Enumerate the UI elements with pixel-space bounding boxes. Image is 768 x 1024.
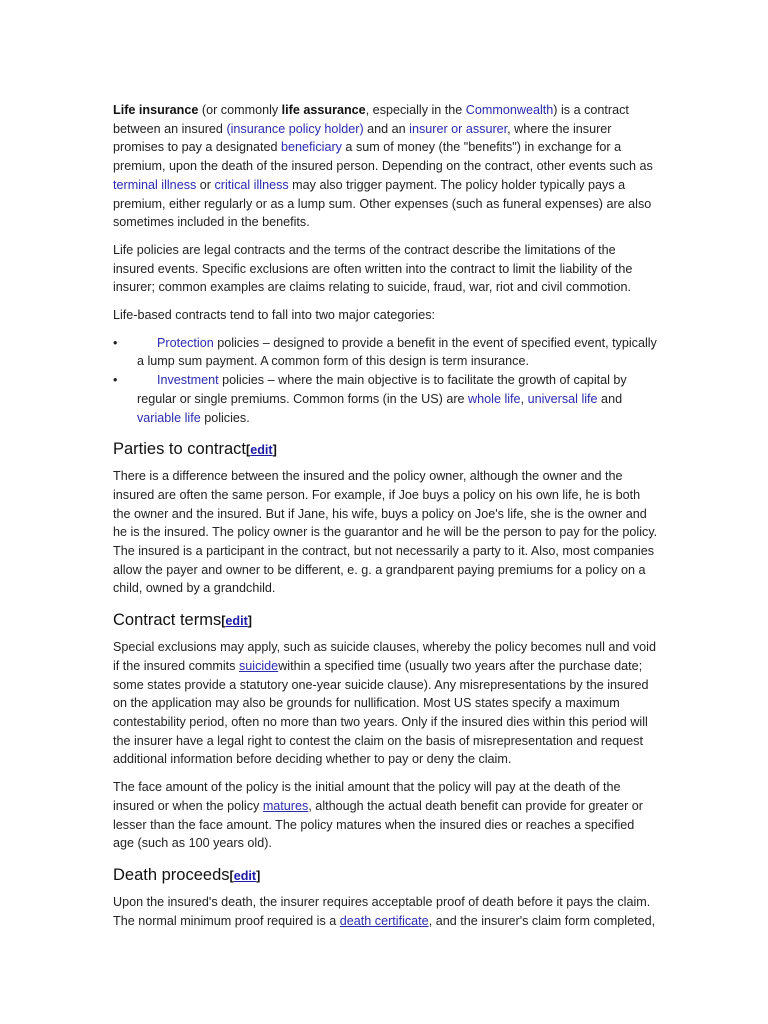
parties-paragraph: There is a difference between the insured and the policy owner, although the owner and the insured are often the same person. For example, if Joe buys a policy on his own life, he is both the owner and the insured. But if Jane, his wife, buys a policy on Joe's life, she is the owner and he is the insured. The policy owner is the guarantor and he will be the person to pay for the policy. The insured is a participant in the contract, but not necessarily a party to it. Also, most companies allow the payer and owner to be different, e. g. a grandparent paying premiums for a policy on a child, owned by a grandchild. bbox=[113, 469, 658, 596]
edit-link-terms[interactable]: edit bbox=[225, 614, 248, 629]
edit-bracket bbox=[221, 614, 252, 628]
text-span: Special exclusions may apply, such as suicide clauses, whereby the policy becomes null and void if the insured commits bbox=[113, 640, 656, 673]
heading-text: Parties to contract bbox=[113, 440, 246, 459]
text-span: may also trigger payment. The policy holder typically pays a premium, either regularly or as a lump sum. Other expenses (such as funeral expenses) are also sometimes included in the benefits. bbox=[113, 177, 652, 230]
link-insurance-policy-holder[interactable]: (insurance policy holder) bbox=[226, 121, 364, 136]
text-span: , where the insurer promises to pay a designated bbox=[113, 121, 612, 155]
death-paragraph bbox=[113, 893, 658, 930]
link-critical-illness[interactable]: critical illness bbox=[214, 177, 289, 192]
text-span: , and the insurer's claim form completed, bbox=[428, 913, 656, 928]
bracket-close: ] bbox=[247, 614, 252, 629]
text-span: policies – where the main objective is to facilitate the growth of capital by regular or single premiums. Common forms (in the US) are bbox=[137, 373, 627, 406]
bracket-open: [ bbox=[229, 868, 234, 883]
text-span: ) is a contract between an insured bbox=[113, 103, 629, 136]
heading-death-proceeds bbox=[113, 865, 658, 886]
bullet-icon: • bbox=[113, 335, 118, 350]
text-span: , bbox=[520, 391, 528, 406]
article-body bbox=[113, 101, 658, 939]
link-commonwealth[interactable]: Commonwealth bbox=[465, 103, 554, 117]
text-span: (or commonly bbox=[198, 103, 282, 117]
heading-text: Death proceeds bbox=[113, 865, 230, 884]
text-span: , especially in the bbox=[365, 103, 466, 117]
category-list bbox=[113, 334, 658, 428]
link-death-certificate[interactable]: death certificate bbox=[339, 913, 429, 928]
link-insurer-or-assurer[interactable]: insurer or assurer bbox=[409, 121, 508, 136]
text-span: and bbox=[597, 391, 623, 406]
link-universal-life[interactable]: universal life bbox=[527, 391, 598, 406]
terms-paragraph-2 bbox=[113, 778, 658, 853]
text-span: within a specified time (usually two years after the purchase date; some states provide a statutory one-year suicide clause). Any misrepresentations by the insured on the application may also be grounds for nullification. Most US states specify a maximum contestability period, often no more than two years. Only if the insured dies within this period will the insurer have a legal right to contest the claim on the basis of misrepresentation and request additional information before deciding whether to pay or deny the claim. bbox=[113, 658, 649, 767]
link-terminal-illness[interactable]: terminal illness bbox=[113, 177, 197, 192]
link-variable-life[interactable]: variable life bbox=[137, 410, 201, 425]
text-span: policies. bbox=[200, 410, 250, 425]
bracket-open: [ bbox=[245, 443, 251, 458]
link-suicide[interactable]: suicide bbox=[238, 658, 279, 673]
link-matures[interactable]: matures bbox=[262, 798, 309, 813]
link-protection[interactable]: Protection bbox=[157, 335, 214, 350]
heading-contract-terms bbox=[113, 610, 658, 631]
text-span: a sum of money (the "benefits") in exchange for a premium, upon the death of the insured person. Depending on the contract, other events such as bbox=[113, 140, 653, 174]
list-item bbox=[113, 334, 658, 371]
link-beneficiary[interactable]: beneficiary bbox=[281, 140, 342, 155]
heading-text: Contract terms bbox=[113, 611, 222, 630]
edit-bracket bbox=[246, 443, 277, 457]
text-span: Upon the insured's death, the insurer requires acceptable proof of death before it pays the claim. The normal minimum proof required is a bbox=[113, 894, 651, 928]
text-span: , although the actual death benefit can provide for greater or lesser than the face amount. The policy matures when the insured dies or reaches a specified age (such as 100 years old). bbox=[113, 798, 643, 851]
terms-paragraph-1 bbox=[113, 638, 658, 769]
intro-paragraph-3: Life-based contracts tend to fall into two major categories: bbox=[113, 308, 436, 323]
edit-link-parties[interactable]: edit bbox=[250, 443, 273, 458]
term-life-assurance: life assurance bbox=[281, 103, 366, 117]
bracket-close: ] bbox=[272, 443, 277, 458]
bracket-open: [ bbox=[221, 614, 226, 629]
edit-link-death[interactable]: edit bbox=[233, 868, 257, 883]
term-life-insurance: Life insurance bbox=[113, 103, 199, 117]
bracket-close: ] bbox=[256, 868, 261, 883]
text-span: policies – designed to provide a benefit in the event of specified event, typically a lump sum payment. A common form of this design is term insurance. bbox=[137, 335, 657, 369]
intro-paragraph-1 bbox=[113, 101, 658, 232]
link-investment[interactable]: Investment bbox=[157, 373, 219, 388]
link-whole-life[interactable]: whole life bbox=[468, 391, 521, 406]
list-item bbox=[113, 371, 658, 427]
intro-paragraph-2: Life policies are legal contracts and the terms of the contract describe the limitations of the insured events. Specific exclusions are often written into the contract to limit the liability of the insurer; common examples are claims relating to suicide, fraud, war, riot and civil commotion. bbox=[113, 242, 633, 295]
heading-parties-to-contract bbox=[113, 439, 658, 460]
edit-bracket bbox=[230, 869, 261, 883]
text-span: or bbox=[196, 177, 215, 192]
text-span: The face amount of the policy is the initial amount that the policy will pay at the death of the insured or when the policy bbox=[113, 780, 621, 813]
text-span: and an bbox=[363, 121, 410, 136]
bullet-icon: • bbox=[113, 373, 118, 388]
